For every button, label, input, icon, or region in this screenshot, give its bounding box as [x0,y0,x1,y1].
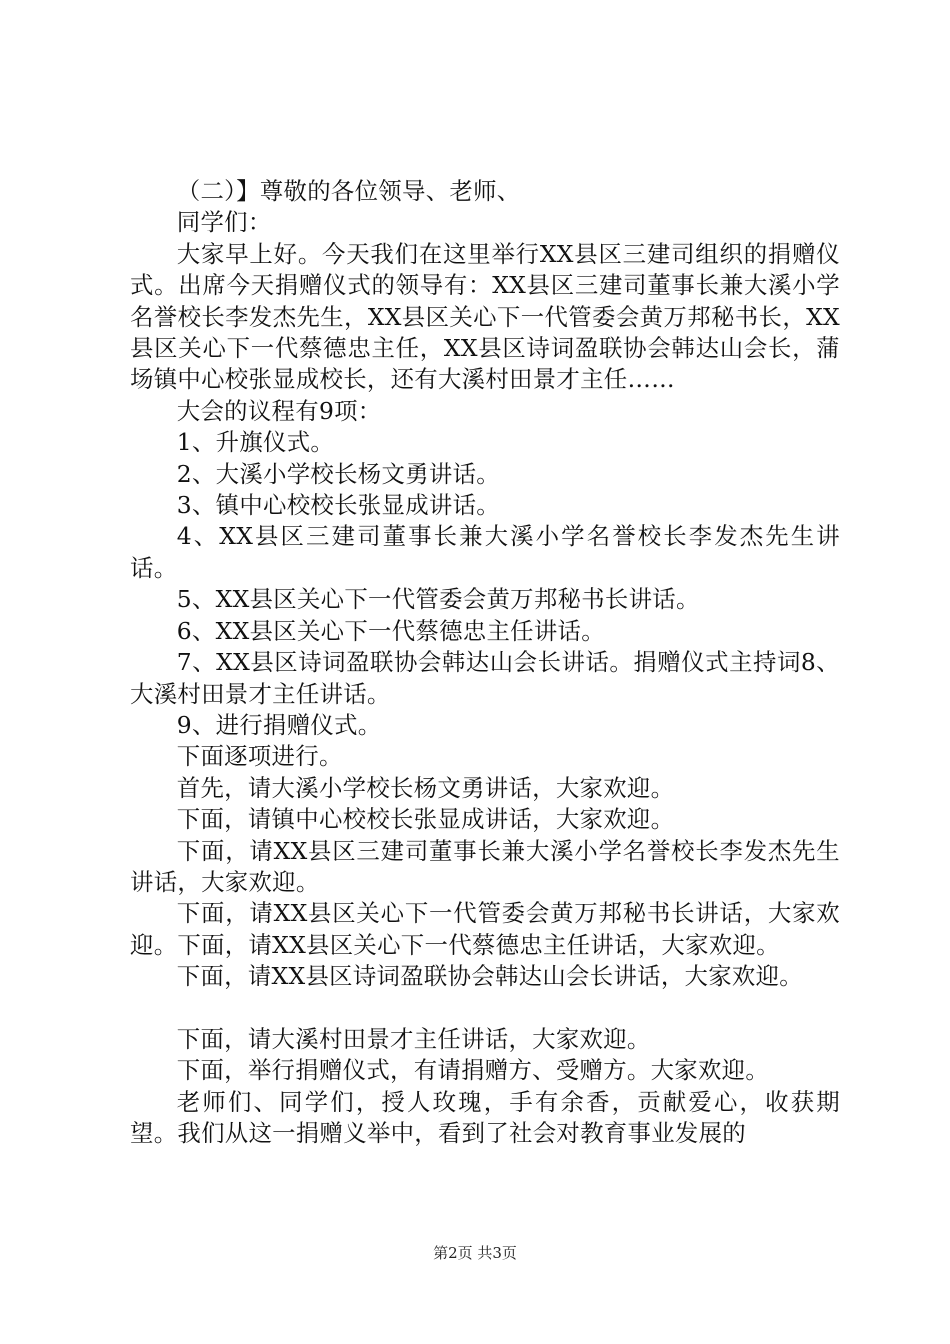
agenda-item-5: 5、XX县区关心下一代管委会黄万邦秘书长讲话。 [176,585,700,614]
paragraph-donation-ceremony: 下面，举行捐赠仪式，有请捐赠方、受赠方。大家欢迎。 [176,1056,770,1085]
paragraph-seventh-speaker: 下面，请大溪村田景才主任讲话，大家欢迎。 [176,1024,651,1053]
page-number-footer: 第2页 共3页 [433,1244,517,1262]
paragraph-closing: 老师们、同学们，授人玫瑰，手有余香，贡献爱心，收获期望。我们从这一捐赠义举中，看到了社会对教育事业发展的 [130,1087,840,1148]
agenda-item-1: 1、升旗仪式。 [176,428,335,457]
document-body [130,176,840,1150]
paragraph-fourth-fifth-speaker: 下面，请XX县区关心下一代管委会黄万邦秘书长讲话，大家欢迎。下面，请XX县区关心下一代蔡德忠主任讲话，大家欢迎。 [130,899,840,959]
paragraph-agenda-intro: 大会的议程有9项： [176,396,382,425]
paragraph-proceed: 下面逐项进行。 [176,742,343,771]
paragraph-salutation: 同学们： [176,208,272,237]
paragraph-sixth-speaker: 下面，请XX县区诗词盈联协会韩达山会长讲话，大家欢迎。 [176,962,803,991]
agenda-item-6: 6、XX县区关心下一代蔡德忠主任讲话。 [176,616,605,645]
blank-line [130,993,840,1024]
agenda-item-9: 9、进行捐赠仪式。 [176,710,382,739]
agenda-item-3: 3、镇中心校校长张显成讲话。 [176,491,500,520]
paragraph-heading: （二）】尊敬的各位领导、老师、 [176,177,521,205]
agenda-item-4: 4、XX县区三建司董事长兼大溪小学名誉校长李发杰先生讲话。 [130,522,840,582]
paragraph-opening: 大家早上好。今天我们在这里举行XX县区三建司组织的捐赠仪式。出席今天捐赠仪式的领导有：XX县区三建司董事长兼大溪小学名誉校长李发杰先生，XX县区关心下一代管委会黄万邦秘书长，XX县区关心下一代蔡德忠主任，XX县区诗词盈联协会韩达山会长，蒲场镇中心校张显成校长，还有大溪村田景才主任…… [130,239,840,394]
paragraph-third-speaker: 下面，请XX县区三建司董事长兼大溪小学名誉校长李发杰先生讲话，大家欢迎。 [130,836,840,896]
paragraph-second-speaker: 下面，请镇中心校校长张显成讲话，大家欢迎。 [176,805,675,834]
paragraph-first-speaker: 首先，请大溪小学校长杨文勇讲话，大家欢迎。 [176,773,675,802]
agenda-item-7-8: 7、XX县区诗词盈联协会韩达山会长讲话。捐赠仪式主持词8、大溪村田景才主任讲话。 [130,648,840,708]
agenda-item-2: 2、大溪小学校长杨文勇讲话。 [176,459,500,488]
